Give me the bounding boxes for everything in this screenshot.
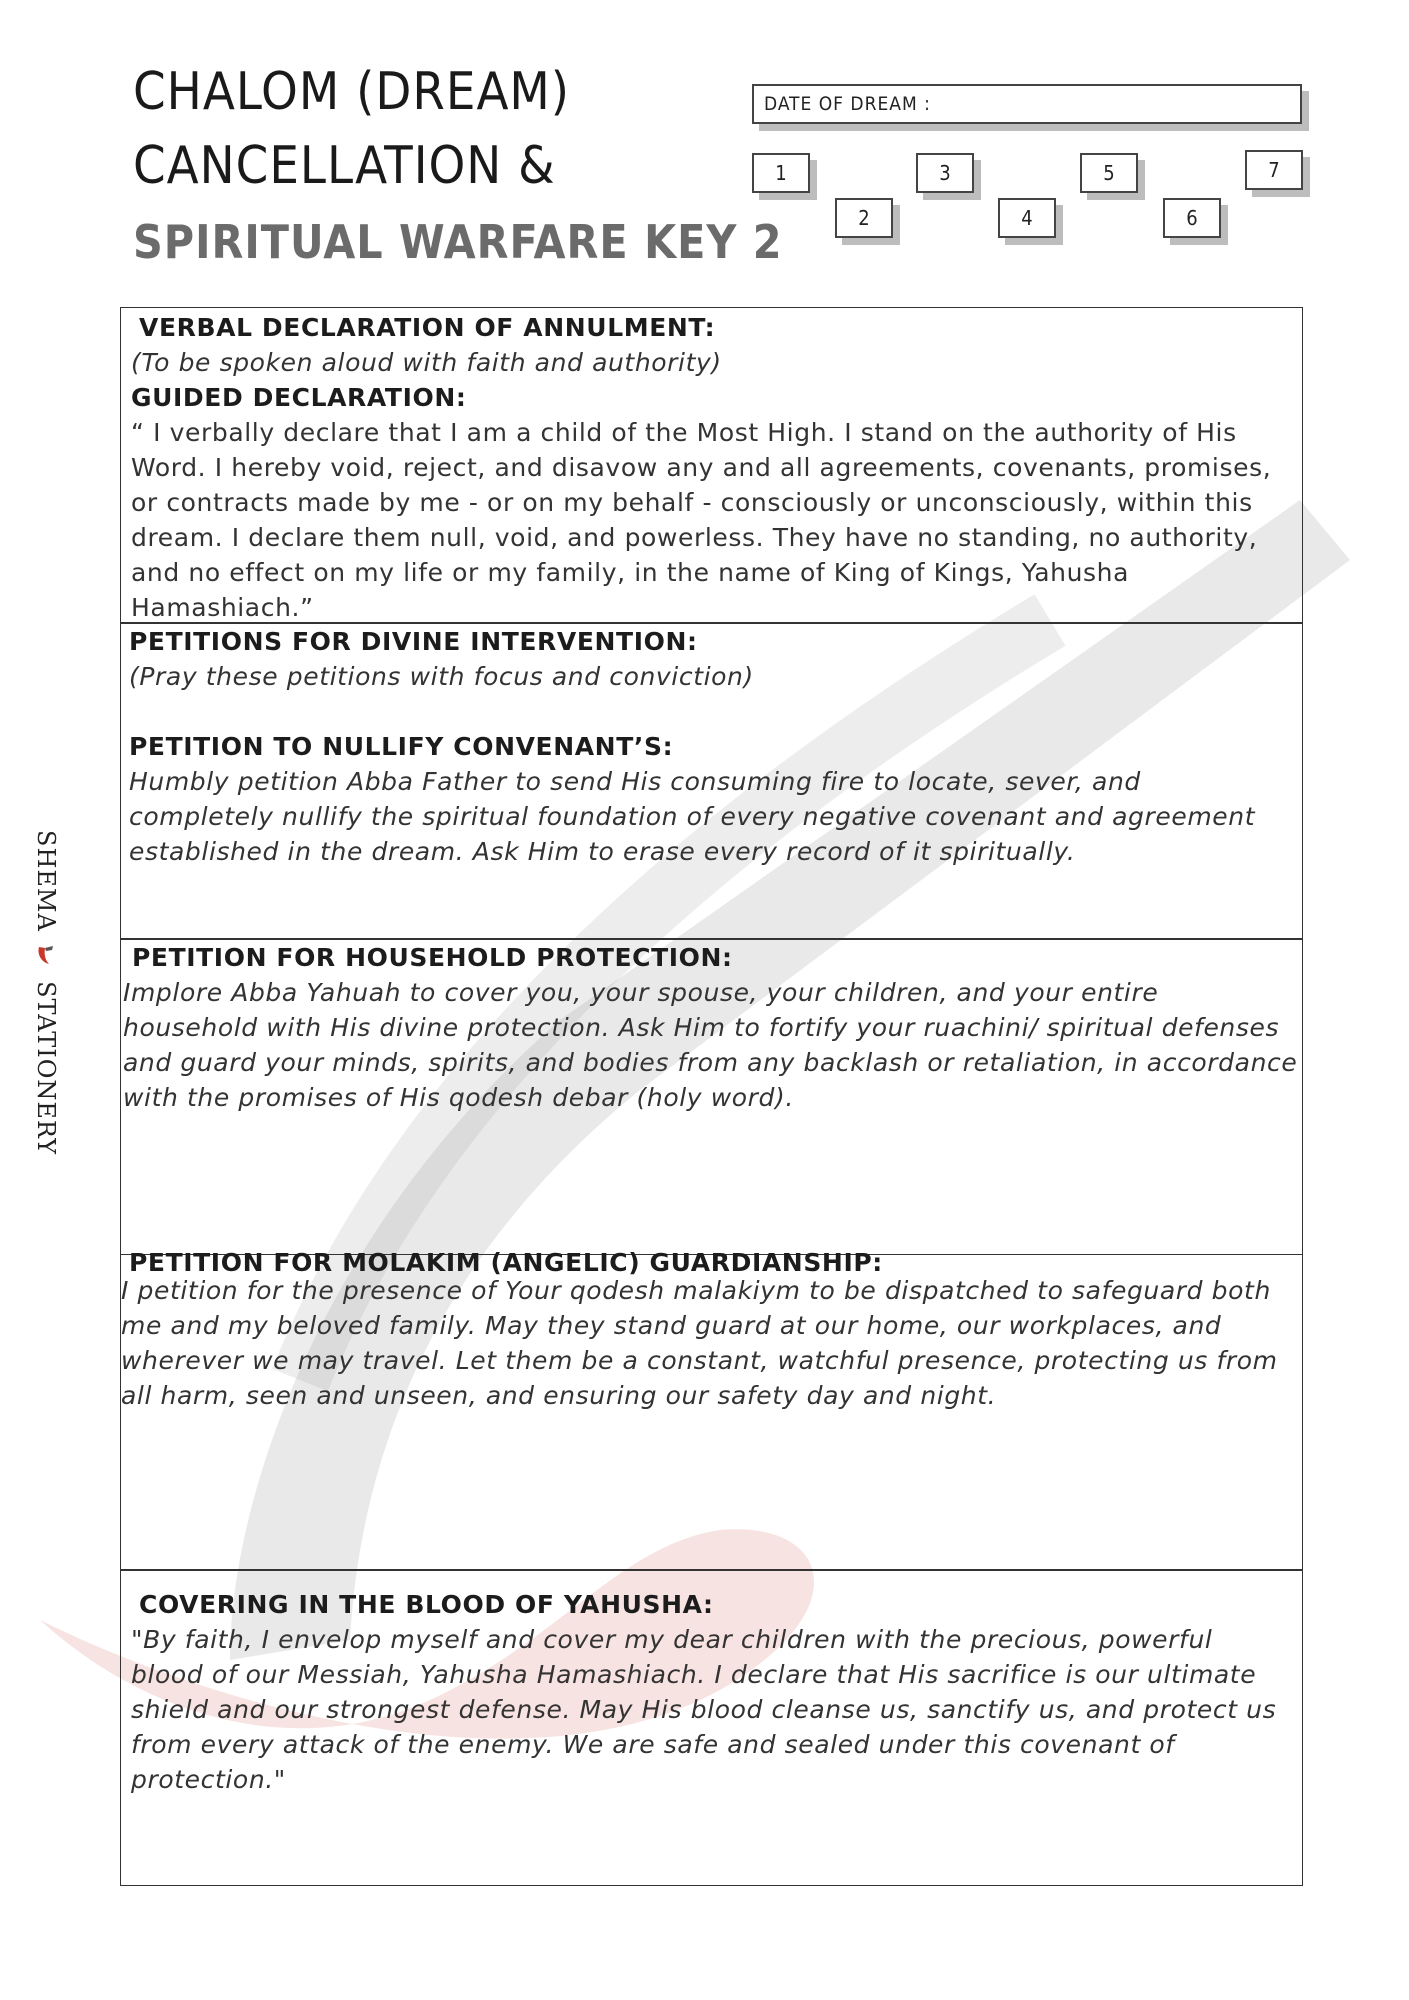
day-box-4[interactable] <box>998 198 1056 238</box>
angelic-body: I petition for the presence of Your qodesh malakiym to be dispatched to safeguard both me and my beloved family. May they stand guard at our home, our workplaces, and wherever we may travel. Let them be a constant, watchful presence, protecting us from all harm, seen and unseen, and ensuring our safety day and night. <box>121 1276 1278 1410</box>
day-box-5[interactable] <box>1080 153 1138 193</box>
day-box-label: 5 <box>1103 161 1115 185</box>
day-box-7[interactable] <box>1245 150 1303 190</box>
day-box-label: 6 <box>1186 206 1198 230</box>
household-body: Implore Abba Yahuah to cover you, your spouse, your children, and your entire household with His divine protection. Ask Him to fortify your ruachini/ spiritual defenses and guard your minds, spirits, and bodies from any backlash or retaliation, in accordance with the promises of His qodesh debar (holy word). <box>123 978 1298 1112</box>
spacer <box>129 694 1288 729</box>
verbal-note: (To be spoken aloud with faith and authority) <box>131 348 722 377</box>
day-box-6[interactable] <box>1163 198 1221 238</box>
section-verbal-declaration <box>120 307 1303 623</box>
day-box-1[interactable] <box>752 153 810 193</box>
blood-body: "By faith, I envelop myself and cover my dear children with the precious, powerful blood of our Messiah, Yahusha Hamashiach. I declare that His sacrifice is our ultimate shield and our strongest defense. May His blood cleanse us, sanctify us, and protect us from every attack of the enemy. We are safe and sealed under this covenant of protection." <box>131 1625 1277 1794</box>
day-box-label: 7 <box>1268 158 1280 182</box>
day-box-label: 3 <box>939 161 951 185</box>
horn-logo-icon <box>35 944 57 968</box>
section-blood-covering <box>120 1570 1303 1886</box>
guided-declaration-heading: GUIDED DECLARATION: <box>131 383 467 412</box>
title-line-2: CANCELLATION & <box>133 136 556 196</box>
day-box-label: 4 <box>1021 206 1033 230</box>
day-box-label: 1 <box>775 161 787 185</box>
sidebar-brand <box>32 830 60 1155</box>
verbal-declaration-body: “ I verbally declare that I am a child of the Most High. I stand on the authority of His Word. I hereby void, reject, and disavow any and all agreements, covenants, promises, or contracts made by me - or on my behalf - consciously or unconsciously, within this dream. I declare them null, void, and powerless. They have no standing, no authority, and no effect on my life or my family, in the name of King of Kings, Yahusha Hamashiach.” <box>131 418 1272 622</box>
brand-left-text: SHEMA <box>32 830 60 932</box>
day-box-3[interactable] <box>916 153 974 193</box>
section-household-protection <box>120 939 1303 1255</box>
section-petitions <box>120 623 1303 939</box>
nullify-covenant-heading: PETITION TO NULLIFY CONVENANT’S: <box>129 732 674 761</box>
household-heading: PETITION FOR HOUSEHOLD PROTECTION: <box>132 943 733 972</box>
blood-heading: COVERING IN THE BLOOD OF YAHUSHA: <box>139 1590 714 1619</box>
day-box-2[interactable] <box>835 198 893 238</box>
section-angelic-guardianship <box>120 1248 1303 1570</box>
nullify-covenant-body: Humbly petition Abba Father to send His consuming fire to locate, sever, and completely nullify the spiritual foundation of every negative covenant and agreement established in the dream. Ask Him to erase every record of it spiritually. <box>129 767 1256 866</box>
day-box-label: 2 <box>858 206 870 230</box>
petitions-note: (Pray these petitions with focus and conviction) <box>129 662 754 691</box>
page-title <box>133 55 783 281</box>
title-line-1: CHALOM (DREAM) <box>133 62 571 122</box>
date-of-dream-label: DATE OF DREAM : <box>764 93 931 115</box>
title-line-3: SPIRITUAL WARFARE KEY 2 <box>133 215 783 269</box>
verbal-heading: VERBAL DECLARATION OF ANNULMENT: <box>139 313 716 342</box>
petitions-heading: PETITIONS FOR DIVINE INTERVENTION: <box>129 627 698 656</box>
brand-right-text: STATIONERY <box>32 981 60 1156</box>
angelic-heading: PETITION FOR MOLAKIM (ANGELIC) GUARDIANSHIP: <box>129 1248 883 1277</box>
date-of-dream-field[interactable] <box>752 84 1302 124</box>
